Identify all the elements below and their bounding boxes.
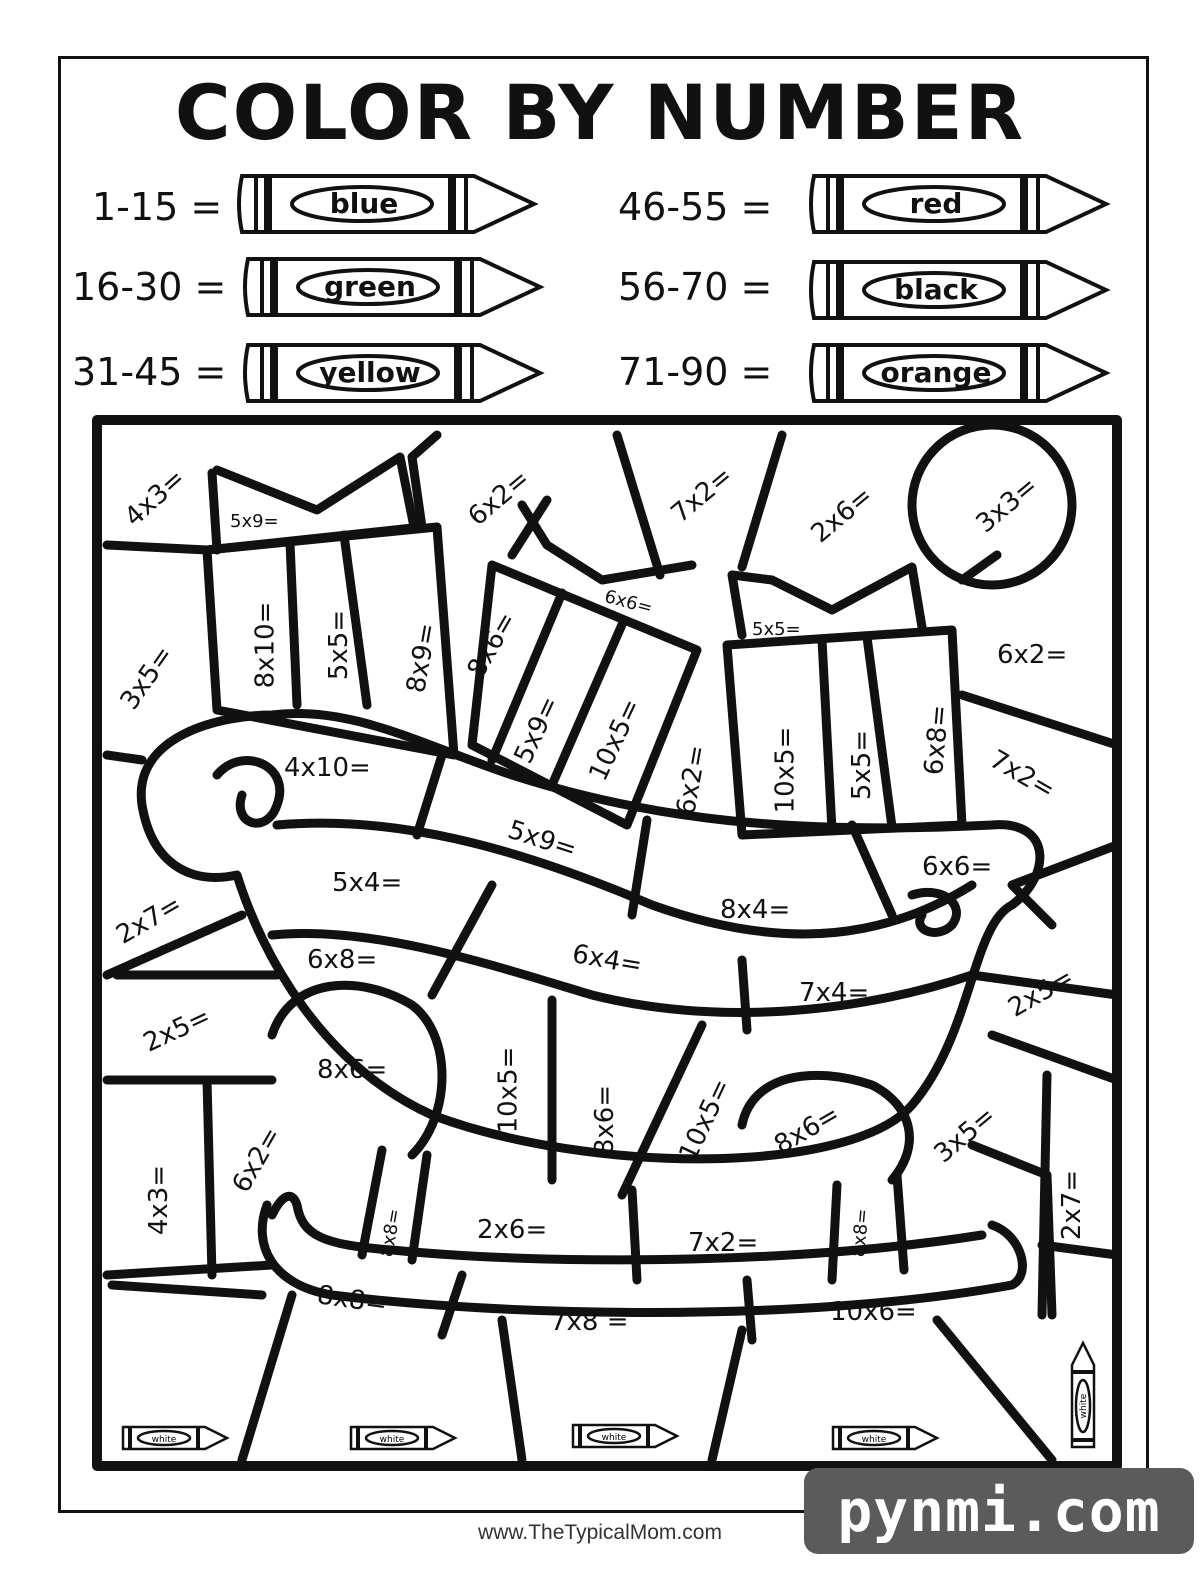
white-crayon-label: white (601, 1433, 627, 1443)
key-range-label: 71-90 = (618, 350, 773, 394)
key-range-label: 56-70 = (618, 265, 773, 309)
math-problem: 8x6= (590, 1084, 621, 1156)
math-problem: 5x5= (847, 729, 878, 801)
math-problem: 2x5= (138, 1001, 216, 1059)
watermark: pynmi.com (804, 1468, 1194, 1554)
key-range-label: 16-30 = (72, 265, 227, 309)
crayon-color-name: orange (880, 356, 992, 389)
math-problem: 7x2= (984, 744, 1061, 806)
math-problem: 4x3= (144, 1164, 175, 1236)
math-problem: 4x10= (284, 753, 371, 783)
math-problem: 8x9= (401, 620, 444, 696)
white-crayon-icon (120, 1425, 230, 1451)
crayon-icon (806, 341, 1116, 405)
math-problem: 8x6= (769, 1099, 846, 1161)
math-problem: 6x6= (602, 586, 655, 619)
key-range-label: 46-55 = (618, 185, 773, 229)
math-problem: 8x10= (250, 601, 281, 689)
key-range-label: 31-45 = (72, 350, 227, 394)
crayon-color-name: blue (329, 187, 399, 220)
math-problem: 6x2= (462, 463, 536, 533)
math-problem: 5x5= (752, 619, 801, 640)
page-title: COLOR BY NUMBER (174, 68, 1026, 157)
crayon-color-name: yellow (319, 356, 421, 389)
math-problem: 5x9= (504, 814, 581, 866)
white-crayon-icon (570, 1423, 680, 1449)
math-problem: 7x2= (665, 460, 739, 530)
math-problem: 10x5= (493, 1046, 524, 1134)
crayon-icon (234, 172, 544, 236)
math-problem: 8x8= (315, 1280, 390, 1320)
math-problem: 7x8 = (550, 1307, 629, 1337)
math-problem: 8x6= (317, 1055, 388, 1085)
crayon-color-name: black (894, 273, 978, 306)
white-crayon-label: white (861, 1435, 887, 1445)
math-problem: 5x4= (332, 868, 403, 898)
math-problem: 6x6= (922, 852, 993, 882)
math-problem: 8x4= (720, 895, 791, 925)
math-problem: 2x6= (805, 480, 879, 550)
math-problem: 6x4= (569, 939, 645, 981)
math-problem: 2x7= (111, 889, 188, 951)
math-problem: 8x8= (848, 1207, 874, 1259)
math-problem: 5x9= (508, 691, 566, 769)
white-crayon-icon (1070, 1340, 1096, 1450)
white-crayon-label: white (1079, 1393, 1089, 1419)
math-problem: 6x2= (671, 742, 714, 818)
white-crayon-icon (348, 1425, 458, 1451)
white-crayon-label: white (379, 1435, 405, 1445)
math-problem: 2x6= (477, 1215, 548, 1245)
math-problem: 10x5= (673, 1074, 738, 1166)
math-problem: 7x4= (799, 978, 870, 1008)
crayon-icon (240, 341, 550, 405)
white-crayon-label: white (151, 1435, 177, 1445)
math-problem: 6x2= (226, 1122, 288, 1198)
math-problem: 6x8= (919, 703, 956, 777)
math-problem: 3x5= (114, 640, 180, 716)
math-problem: 8x8= (376, 1207, 406, 1259)
key-range-label: 1-15 = (92, 185, 223, 229)
math-problem: 2x7= (1057, 1169, 1088, 1241)
math-problem: 5x9= (230, 511, 279, 532)
math-problem: 3x5= (928, 1100, 1002, 1170)
math-problem: 6x8= (307, 945, 378, 975)
math-problem: 8x6= (461, 607, 523, 683)
math-problem: 6x2= (997, 640, 1068, 670)
crayon-color-name: green (324, 270, 416, 303)
math-problem: 4x3= (118, 463, 192, 533)
crayon-icon (806, 258, 1116, 322)
math-problem: 10x5= (770, 726, 801, 814)
math-problem: 10x6= (830, 1297, 917, 1327)
math-problem: 10x5= (583, 694, 648, 786)
math-problem: 3x3= (970, 470, 1044, 540)
crayon-icon (806, 172, 1116, 236)
coloring-picture (92, 415, 1122, 1471)
math-problem: 7x2= (688, 1228, 759, 1258)
math-problem: 5x5= (324, 609, 355, 681)
white-crayon-icon (830, 1425, 940, 1451)
crayon-color-name: red (909, 187, 963, 220)
crayon-icon (240, 255, 550, 319)
footer-url: www.TheTypicalMom.com (478, 1521, 722, 1544)
math-problem: 2x5= (1003, 962, 1080, 1024)
